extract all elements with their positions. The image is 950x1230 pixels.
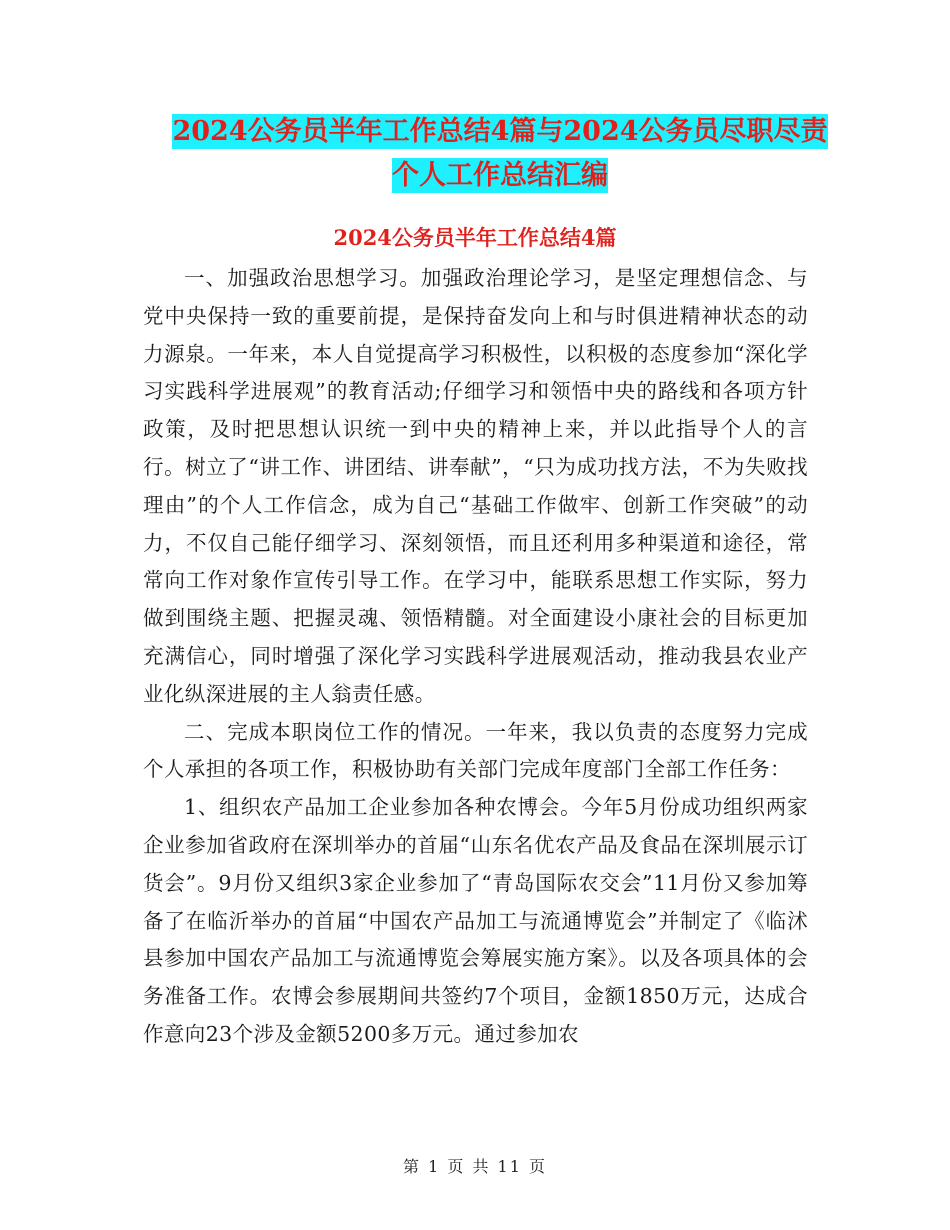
document-body — [143, 260, 808, 1054]
paragraph: 一、加强政治思想学习。加强政治理论学习，是坚定理想信念、与党中央保持一致的重要前提，是保持奋发向上和与时俱进精神状态的动力源泉。一年来，本人自觉提高学习积极性，以积极的态度参加“深化学习实践科学进展观”的教育活动;仔细学习和领悟中央的路线和各项方针政策，及时把思想认识统一到中央的精神上来，并以此指导个人的言行。树立了“讲工作、讲团结、讲奉献”，“只为成功找方法，不为失败找理由”的个人工作信念，成为自己“基础工作做牢、创新工作突破”的动力，不仅自己能仔细学习、深刻领悟，而且还利用多种渠道和途径，常常向工作对象作宣传引导工作。在学习中，能联系思想工作实际，努力做到围绕主题、把握灵魂、领悟精髓。对全面建设小康社会的目标更加充满信心，同时增强了深化学习实践科学进展观活动，推动我县农业产业化纵深进展的主人翁责任感。 — [143, 266, 808, 706]
title-line-1: 2024公务员半年工作总结4篇与2024公务员尽职尽责 — [172, 116, 828, 147]
document-title — [100, 110, 900, 198]
section-title: 2024公务员半年工作总结4篇 — [333, 225, 617, 250]
page-number-footer: 第 1 页 共 11 页 — [403, 1157, 547, 1176]
paragraph: 1、组织农产品加工企业参加各种农博会。今年5月份成功组织两家企业参加省政府在深圳举办的首届“山东名优农产品及食品在深圳展示订货会”。9月份又组织3家企业参加了“青岛国际农交会”11月份又参加筹备了在临沂举办的首届“中国农产品加工与流通博览会”并制定了《临沭县参加中国农产品加工与流通博览会筹展实施方案》。以及各项具体的会务准备工作。农博会参展期间共签约7个项目，金额1850万元，达成合作意向23个涉及金额5200多万元。通过参加农 — [143, 795, 808, 1046]
title-line-2: 个人工作总结汇编 — [392, 160, 608, 191]
paragraph: 二、完成本职岗位工作的情况。一年来，我以负责的态度努力完成个人承担的各项工作，积极协助有关部门完成年度部门全部工作任务： — [143, 719, 808, 782]
